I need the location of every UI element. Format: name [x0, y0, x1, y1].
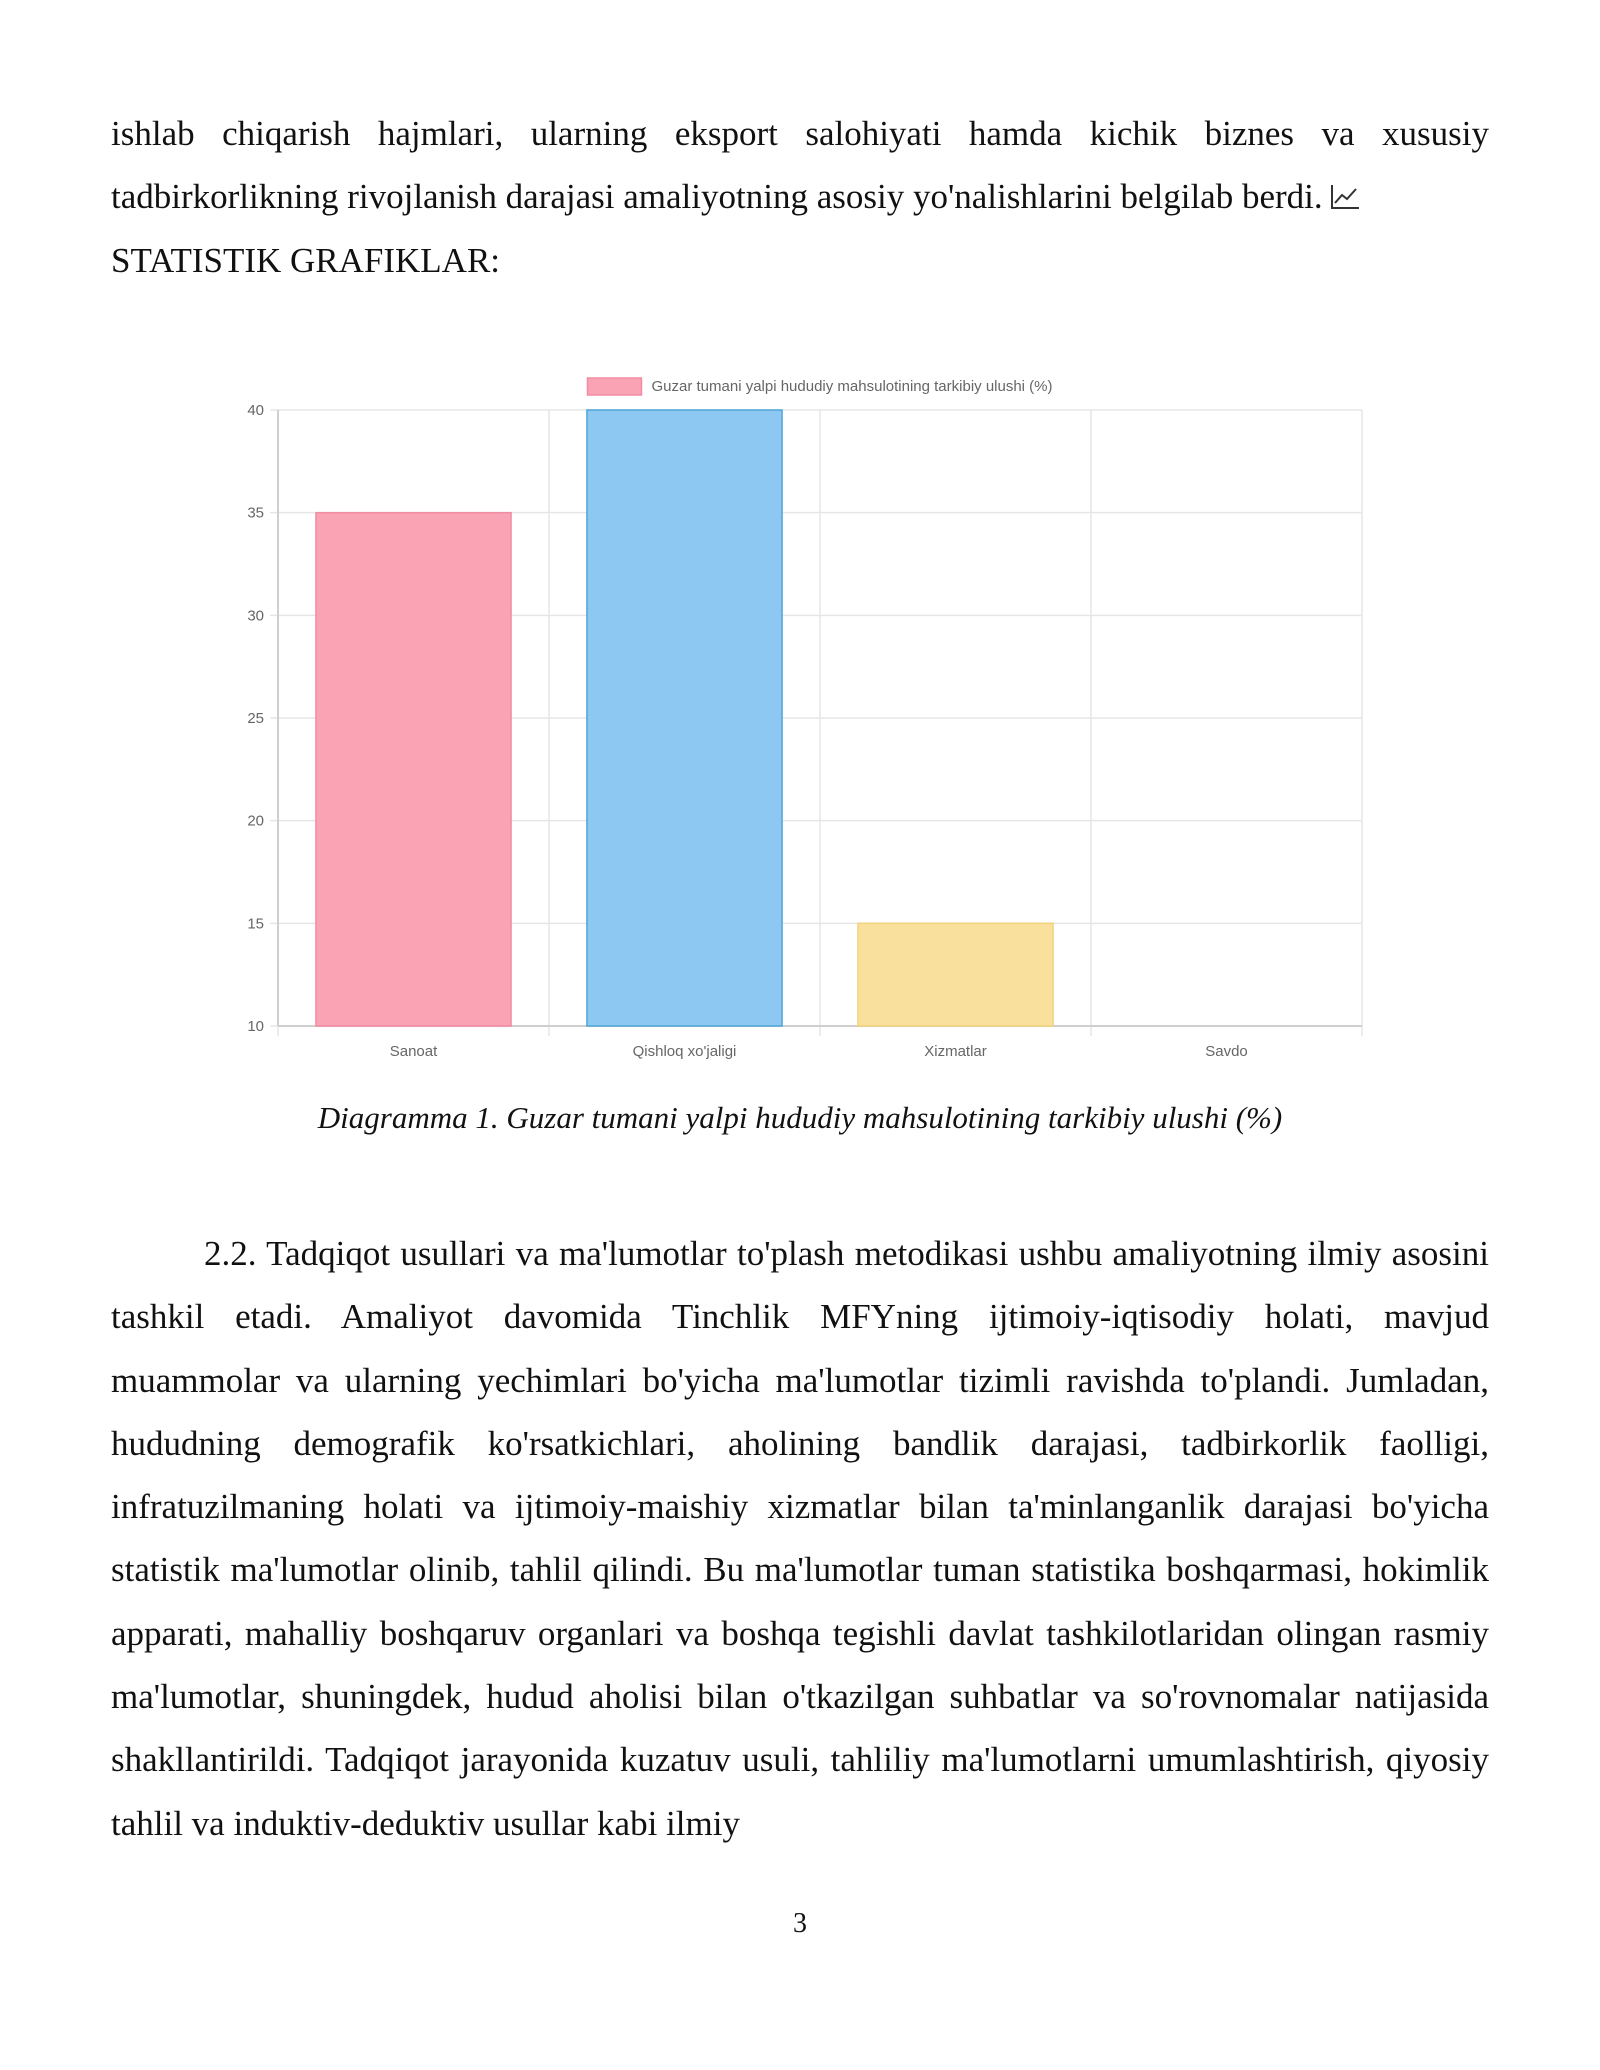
y-tick-label: 15	[247, 915, 264, 933]
x-tick-label: Qishloq xo'jaligi	[632, 1043, 737, 1060]
bar-chart	[210, 368, 1390, 1068]
bar-xizmatlar	[858, 923, 1053, 1026]
y-tick-label: 40	[247, 402, 264, 419]
y-tick-label: 30	[247, 607, 264, 625]
y-tick-label: 35	[247, 504, 264, 522]
intro-paragraph	[111, 102, 1489, 292]
section-heading: STATISTIK GRAFIKLAR:	[111, 240, 501, 280]
y-tick-label: 25	[247, 710, 264, 727]
legend-label: Guzar tumani yalpi hududiy mahsulotining tarkibiy ulushi (%)	[651, 378, 1053, 395]
y-tick-label: 10	[247, 1018, 264, 1035]
legend-swatch	[587, 378, 641, 395]
page-number: 3	[793, 1908, 807, 1939]
chart-caption: Diagramma 1. Guzar tumani yalpi hududiy mahsulotining tarkibiy ulushi (%)	[317, 1100, 1283, 1135]
x-tick-label: Xizmatlar	[924, 1043, 987, 1060]
chart-increasing-icon	[1329, 183, 1361, 211]
intro-text: ishlab chiqarish hajmlari, ularning eksport salohiyati hamda kichik biznes va xususiy tadbirkorlikning rivojlanish darajasi amaliyotning asosiy yo'nalishlarini belgilab berdi.	[111, 114, 1489, 217]
y-tick-label: 20	[247, 812, 264, 830]
bar-sanoat	[316, 513, 511, 1026]
methods-paragraph: 2.2. Tadqiqot usullari va ma'lumotlar to'plash metodikasi ushbu amaliyotning ilmiy asosini tashkil etadi. Amaliyot davomida Tinchlik MFYning ijtimoiy-iqtisodiy holati, mavjud muammolar va ularning yechimlari bo'yicha ma'lumotlar tizimli ravishda to'plandi. Jumladan, hududning demografik ko'rsatkichlari, aholining bandlik darajasi, tadbirkorlik faolligi, infratuzilmaning holati va ijtimoiy-maishiy xizmatlar bilan ta'minlanganlik darajasi bo'yicha statistik ma'lumotlar olinib, tahlil qilindi. Bu ma'lumotlar tuman statistika boshqarmasi, hokimlik apparati, mahalliy boshqaruv organlari va boshqa tegishli davlat tashkilotlaridan olingan rasmiy ma'lumotlar, shuningdek, hudud aholisi bilan o'tkazilgan suhbatlar va so'rovnomalar natijasida shakllantirildi. Tadqiqot jarayonida kuzatuv usuli, tahliliy ma'lumotlarni umumlashtirish, qiyosiy tahlil va induktiv-deduktiv usullar kabi ilmiy	[111, 1234, 1489, 1843]
x-tick-label: Savdo	[1205, 1043, 1248, 1060]
x-tick-label: Sanoat	[389, 1043, 438, 1060]
bar-qishloq-xo-jaligi	[587, 410, 782, 1026]
bar-chart-svg	[210, 368, 1390, 1068]
